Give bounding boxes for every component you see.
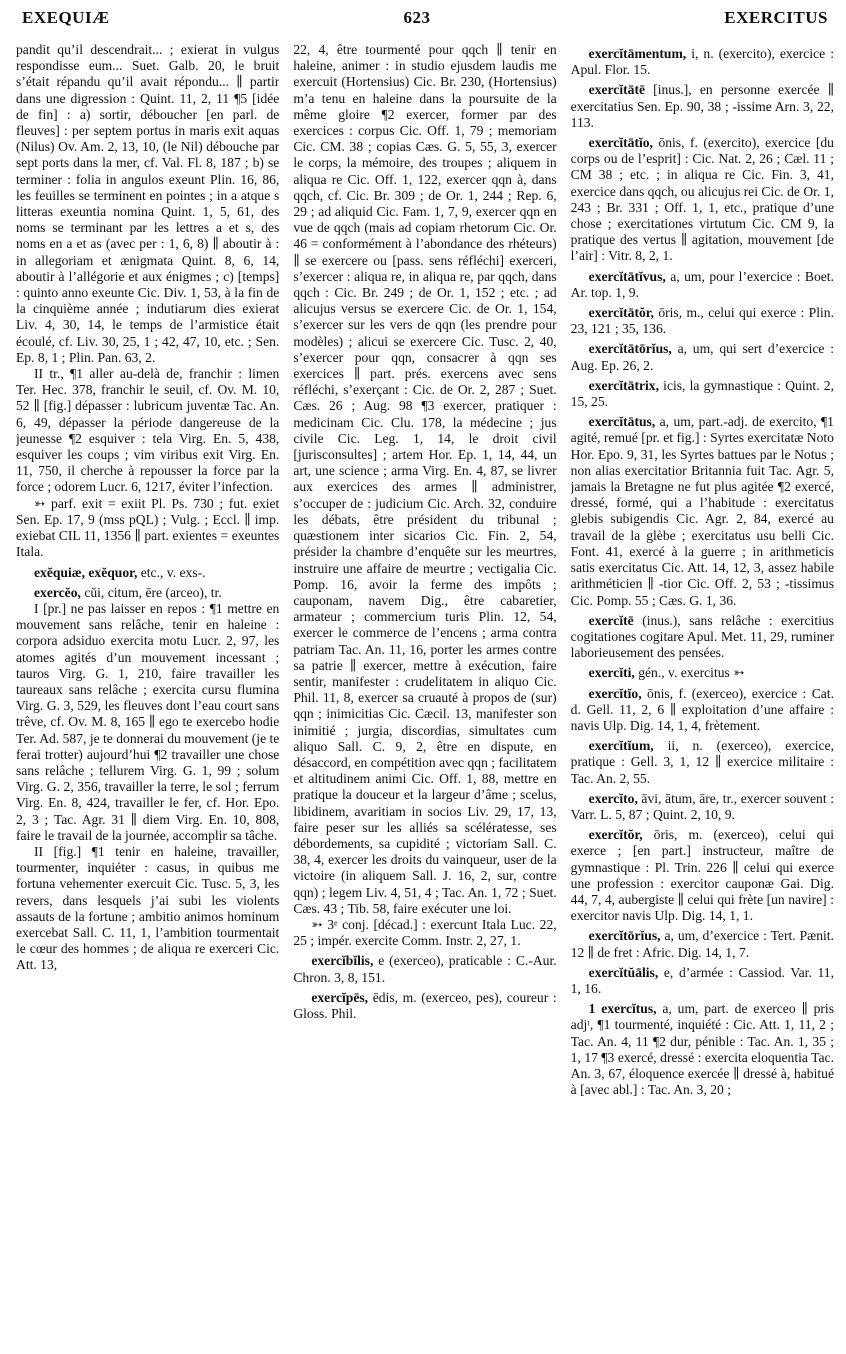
headword: exercĕo, xyxy=(34,584,81,600)
entry-text: ii, n. (exerceo), exercice, pratique : Gell. 3, 1, 12 ∥ exercice militaire : Tac. An. 2, 55. xyxy=(570,738,834,786)
headword: exercĭtātē xyxy=(588,82,646,98)
entry-text: 22, 4, être tourmenté pour qqch ∥ tenir en haleine, animer : in studio ejusdem laudis me exercuit (Hortensius) Cic. Br. 230, (Hortensius) m’a tenu en haleine dans la poursuite de la même gloire ¶2 exercer, former par des exercices : corpus Cic. Off. 1, 79 ; memoriam Cic. CM. 38 ; copias Cæs. G. 5, 55, 3, exercer le corps, la mémoire, des troupes ; aliquem in aliqua re Cic. Off. 1, 122, exercer qqn à, dans qqch, cf. Cic. Br. 309 ; de Or. 1, 244 ; Rep. 6, 29 ; ad aliquid Cic. Fam. 1, 7, 9, exercer qqn en vue de qqch (mais ad copiam rhetorum Cic. Or. 46 = conformément à l’abondance des rhéteurs) ∥ se exercere ou [pass. sens réfléchi] exerceri, s’exercer : aliqua re, in aliqua re, par qqch, dans qqch : Cic. Br. 249 ; de Or. 1, 152 ; etc. ; ad alicujus versus se exercere Cic. de Or. 1, 154, s’exercer sur les vers de qqn (les prendre pour modèles) ; alicui se exercere Cic. Tusc. 2, 40, s’exercer pour qqn, consacrer à qqn ses exercices ∥ part. prés. exercens avec sens réfléchi, s’exerçant : Cic. de Or. 2, 287 ; Suet. Cæs. 26 ; Aug. 98 ¶3 exercer, pratiquer : medicinam Cic. Clu. 178, la médecine ; jus civile Cic. Leg. 1, 14, le droit civil [jurisconsultes] ; artem Hor. Ep. 1, 14, 44, un art, une science ; arma Virg. En. 4, 87, se livrer aux exercices des armes ∥ administrer, s’occuper de : judicium Cic. Arch. 32, conduire les débats, être président du tribunal ; quæstionem inter sicarios Cic. Fin. 2, 54, présider la chambre d’enquête sur les meurtres, instruire une affaire de meurtre ; vectigalia Cic. Pomp. 16, avoir la ferme des impôts ; cauponam, navem Dig., être cabaretier, armateur ; commercium turis Plin. 12, 54, exercer le commerce de l’encens ; arma contra patriam Tac. An. 11, 16, porter les armes contre sa patrie ∥ exercer, mettre à exécution, faire sentir, manifester : crudelitatem in aliquo Cic. Phil. 11, 8, exercer sa cruauté à propos de (sur) qqn ; inimicitias Cic. Cæcil. 13, manifester son inimitié ; jurgia, discordias, simultates cum aliquo Sall. C. 9, 2, être en dispute, en désaccord, en compétition avec qqn ; facilitatem et altitudinem animi Cic. Off. 1, 88, mettre en pratique la douceur et la largeur d’âme ; scelus, libidinem, avaritiam in socios Liv. 29, 17, 13, faire peser sur les alliés sa scélératesse, ses débordements, sa cupidité ; victoriam Sall. C. 38, 4, exercer les droits du vainqueur, user de la victoire (in aliquem Sall. J. 16, 2, sur, contre qqn) ; legem Liv. 4, 51, 4 ; Tac. An. 1, 72 ; Suet. Cæs. 43 ; Tib. 58, faire exécuter une loi. xyxy=(293,42,557,916)
headword: exercĭtē xyxy=(588,612,634,628)
dictionary-entry xyxy=(571,135,834,265)
headword: exercĭtĭo, xyxy=(588,685,642,701)
entry-paragraph xyxy=(293,42,556,917)
entry-text: āvi, ātum, āre, tr., exercer souvent : Varr. L. 5, 87 ; Quint. 2, 10, 9. xyxy=(570,790,834,822)
dictionary-entry xyxy=(571,1001,834,1098)
header-right-word: EXERCITUS xyxy=(724,8,828,27)
entry-text: etc., v. exs-. xyxy=(137,564,206,580)
dictionary-entry xyxy=(16,565,279,581)
entry-text: ōnis, f. (exerceo), exercice : Cat. d. Gell. 11, 2, 6 ∥ exploitation d’une affaire : navis Ulp. Dig. 14, 1, 4, frètement. xyxy=(570,685,834,733)
dictionary-entry xyxy=(571,928,834,960)
dictionary-entry xyxy=(293,953,556,985)
headword: exercĭtōrĭus, xyxy=(588,928,661,944)
columns xyxy=(16,42,834,1342)
entry-text: a, um, d’exercice : Tert. Pænit. 12 ∥ de fret : Afric. Dig. 14, 1, 7. xyxy=(570,928,834,960)
entry-text: e, d’armée : Cassiod. Var. 11, 1, 16. xyxy=(570,964,834,996)
entry-text: i, n. (exercito), exercice : Apul. Flor. 15. xyxy=(570,46,834,78)
entry-paragraph xyxy=(16,601,279,844)
header-left-word: EXEQUIÆ xyxy=(22,8,110,27)
entry-text: a, um, part. de exerceo ∥ pris adjᵗ, ¶1 tourmenté, inquiété : Cic. Att. 1, 11, 2 ; Tac. An. 4, 11 ¶2 dur, pénible : Tac. An. 1, 35 ; 1, 17 ¶3 exercé, dressé : exercita eloquentia Tac. An. 3, 67, éloquence exercée ∥ dressé à, habitué à [avec abl.] : Tac. An. 3, 20 ; xyxy=(570,1001,834,1098)
entry-paragraph xyxy=(16,844,279,974)
dictionary-entry xyxy=(571,341,834,373)
dictionary-entry xyxy=(571,791,834,823)
dictionary-entry xyxy=(571,378,834,410)
entry-text: icis, la gymnastique : Quint. 2, 15, 25. xyxy=(570,377,834,410)
entry-paragraph xyxy=(293,917,556,949)
dictionary-entry xyxy=(571,82,834,131)
headword: exercĭtātĭo, xyxy=(588,135,653,151)
dictionary-entry xyxy=(571,965,834,997)
entry-paragraph xyxy=(16,366,279,496)
entry-text: I [pr.] ne pas laisser en repos : ¶1 mettre en mouvement sans relâche, tenir en haleine : corpora adsiduo exercita motu Lucr. 2, 97, les atomes agités d’un mouvement incessant ; tauros Virg. G. 1, 210, faire travailler les taureaux sans relâche ; exercita cursu flumina Virg. G. 3, 529, les fleuves dont l’eau court sans trêve, cf. Ov. M. 8, 165 ∥ ego te exercebo hodie Ter. Ad. 587, je te donnerai du mouvement (je te ferai trotter) aujourd’hui ¶2 travailler une chose sans relâche ; tellurem Virg. G. 1, 99 ; solum Virg. G. 2, 356, travailler la terre, le sol ; ferrum Virg. En. 8, 424, travailler le fer, cf. Hor. Epo. 2, 3 ; Tac. Agr. 31 ∥ diem Virg. En. 10, 808, faire le travail de la journée, accomplir sa tâche. xyxy=(16,600,280,843)
headword: exercĭtātōrĭus, xyxy=(588,341,672,357)
entry-text: ➳ 3ᵉ conj. [décad.] : exercunt Itala Luc. 22, 25 ; impér. exercite Comm. Instr. 2, 27, 1. xyxy=(293,916,557,949)
dictionary-entry xyxy=(571,46,834,78)
entry-text: II [fig.] ¶1 tenir en haleine, travailler, tourmenter, inquiéter : casus, in quibus me fortuna vehementer exercuit Cic. Tusc. 5, 3, les revers, dans lesquels j’ai subi les violents assauts de la fortune ; ambitio animos hominum exercebat Sall. C. 11, 1, l’ambition tourmentait le cœur des hommes ; de aliqua re exerceri Cic. Att. 13, xyxy=(16,843,280,973)
entry-paragraph xyxy=(16,42,279,366)
headword: exercĭtātĭvus, xyxy=(588,268,666,284)
headword: 1 exercĭtus, xyxy=(588,1001,657,1017)
entry-text: ēdis, m. (exerceo, pes), coureur : Gloss. Phil. xyxy=(293,989,557,1021)
headword: exercĭtātus, xyxy=(588,414,656,430)
entry-text: ➳ parf. exit = exiit Pl. Ps. 730 ; fut. exiet Sen. Ep. 17, 9 (mss pQL) ; Vulg. ; Eccl. ∥ imp. exiebat CIL 11, 1356 ∥ part. exientes = exeuntes Itala. xyxy=(16,495,280,560)
entry-text: a, um, pour l’exercice : Boet. Ar. top. 1, 9. xyxy=(570,268,834,300)
headword: exercĭtŏr, xyxy=(588,827,643,843)
headword: exercĭtātŏr, xyxy=(588,305,654,321)
dictionary-entry xyxy=(571,269,834,301)
entry-text: (inus.), sans relâche : exercitius cogitationes cogitare Apul. Met. 11, 29, ruminer laborieusement des pensées. xyxy=(570,612,834,661)
headword: exercĭbĭlis, xyxy=(311,953,374,969)
entry-text: pandit qu’il descendrait... ; exierat in vulgus respondisse eum... Suet. Galb. 20, le bruit s’était répandu qu’il avait répondu... ∥ partir dans une digression : Quint. 11, 2, 11 ¶5 [idée de fin] : a) sortir, déboucher [en parl. de fleuves] : per septem portus in maris exit aquas (Nilus) Ov. Am. 2, 13, 10, (le Nil) débouche par sept ports dans la mer, cf. Val. Fl. 8, 187 ; b) se terminer : folia in angulos exeunt Plin. 16, 86, les feuilles se terminent en pointes ; in a atque s litteras exeuntia nomina Quint. 1, 5, 61, des noms se terminant par les lettres a et s, des noms en a et as (avec per : 1, 6, 8) ∥ aboutir à : in allegoriam et ænigmata Quint. 8, 6, 14, aboutir à l’allégorie et aux énigmes ; c) [temps] : quinto anno exeunte Cic. Div. 1, 53, à la fin de la cinquième année ; indutiarum dies exierat Liv. 4, 30, 14, le temps de l’armistice était écoulé, cf. Liv. 30, 25, 1 ; 42, 47, 10, etc. ; Sen. Ep. 8, 1 ; Plin. Pan. 63, 2. xyxy=(16,42,280,365)
dictionary-entry xyxy=(571,665,834,681)
dictionary-entry xyxy=(571,305,834,337)
entry-text: [inus.], en personne exercée ∥ exercitatius Sen. Ep. 90, 38 ; -issime Arn. 3, 22, 113. xyxy=(570,82,834,130)
headword: exercĭtŭālis, xyxy=(588,964,659,980)
entry-text: ōnis, f. (exercito), exercice [du corps ou de l’esprit] : Cic. Nat. 2, 26 ; Cæl. 11 ; CM 38 ; etc. ; in aliqua re Cic. Fin. 3, 41, exercice dans qqch, ou alicujus rei Cic. de Or. 1, 243 ; Br. 331 ; Off. 1, 1, etc., pratique d’une chose ; exercitationes virtutum Cic. CM 9, la pratique des vertus ∥ agitation, mouvement [de l’air] : Vitr. 8, 2, 1. xyxy=(570,135,834,264)
entry-text: II tr., ¶1 aller au-delà de, franchir : limen Ter. Hec. 378, franchir le seuil, cf. Ov. M. 10, 52 ∥ [fig.] dépasser : lubricum juventæ Tac. An. 6, 49, dépasser la période dangereuse de la jeunesse ¶2 esquiver : tela Virg. En. 5, 438, esquiver les coups ; vim viribus exit Virg. En. 11, 750, il cherche à repousser la force par la force ; odorem Lucr. 6, 1217, éviter l’infection. xyxy=(16,366,280,495)
dictionary-entry xyxy=(293,990,556,1022)
dictionary-entry xyxy=(571,613,834,662)
headword: exercĭto, xyxy=(588,790,638,806)
column-left xyxy=(16,42,279,1342)
headword: exercĭpēs, xyxy=(311,989,369,1005)
headword: exĕquiæ, exĕquor, xyxy=(34,564,138,580)
page-number: 623 xyxy=(403,8,431,27)
column-right xyxy=(571,42,834,1342)
entry-text: a, um, qui sert d’exercice : Aug. Ep. 26, 2. xyxy=(570,341,834,373)
entry-text: e (exerceo), praticable : C.-Aur. Chron. 3, 8, 151. xyxy=(293,953,557,985)
dictionary-entry xyxy=(571,686,834,735)
entry-text: a, um, part.-adj. de exercito, ¶1 agité, remué [pr. et fig.] : Syrtes exercitatæ Noto Hor. Epo. 9, 31, les Syrtes battues par le Notus ; non alias exercitatior Britannia fuit Tac. Agr. 5, jamais la Bretagne ne fut plus agitée ¶2 exercé, dressé, formé, qui a l’habitude : exercitatus glebis subigendis Cic. Agr. 2, 84, exercé au travail de la glèbe ; exercitatus usu belli Cic. Font. 41, exercé à la guerre ; in arithmeticis satis exercitatus Cic. Att. 14, 12, 3, assez habile arithméticien ∥ -tior Cic. Off. 2, 53 ; -tissimus Cic. Pomp. 55 ; Cæs. G. 1, 36. xyxy=(570,414,834,608)
entry-text: ōris, m., celui qui exerce : Plin. 23, 121 ; 35, 136. xyxy=(570,305,834,337)
headword: exercĭtātrix, xyxy=(588,377,659,393)
running-header xyxy=(16,8,834,42)
entry-text: gén., v. exercitus ➳ xyxy=(634,665,745,681)
dictionary-entry xyxy=(571,827,834,924)
dictionary-entry xyxy=(16,585,279,601)
headword: exercĭtāmentum, xyxy=(588,46,687,61)
entry-paragraph xyxy=(16,496,279,561)
headword: exercĭtĭum, xyxy=(588,738,654,754)
headword: exercĭti, xyxy=(588,665,635,681)
entry-text: cŭi, citum, ēre (arceo), tr. xyxy=(80,584,222,600)
column-middle xyxy=(293,42,556,1342)
dictionary-entry xyxy=(571,738,834,787)
dictionary-entry xyxy=(571,414,834,608)
entry-text: ōris, m. (exerceo), celui qui exerce ; [en part.] instructeur, maître de gymnastique : Pl. Trin. 226 ∥ celui qui exerce une profession : exercitor cauponæ Gai. Dig. 44, 7, 4, aubergiste ∥ celui qui frète [un navire] : exercitor navis Ulp. Dig. 14, 1, 1. xyxy=(570,827,834,924)
